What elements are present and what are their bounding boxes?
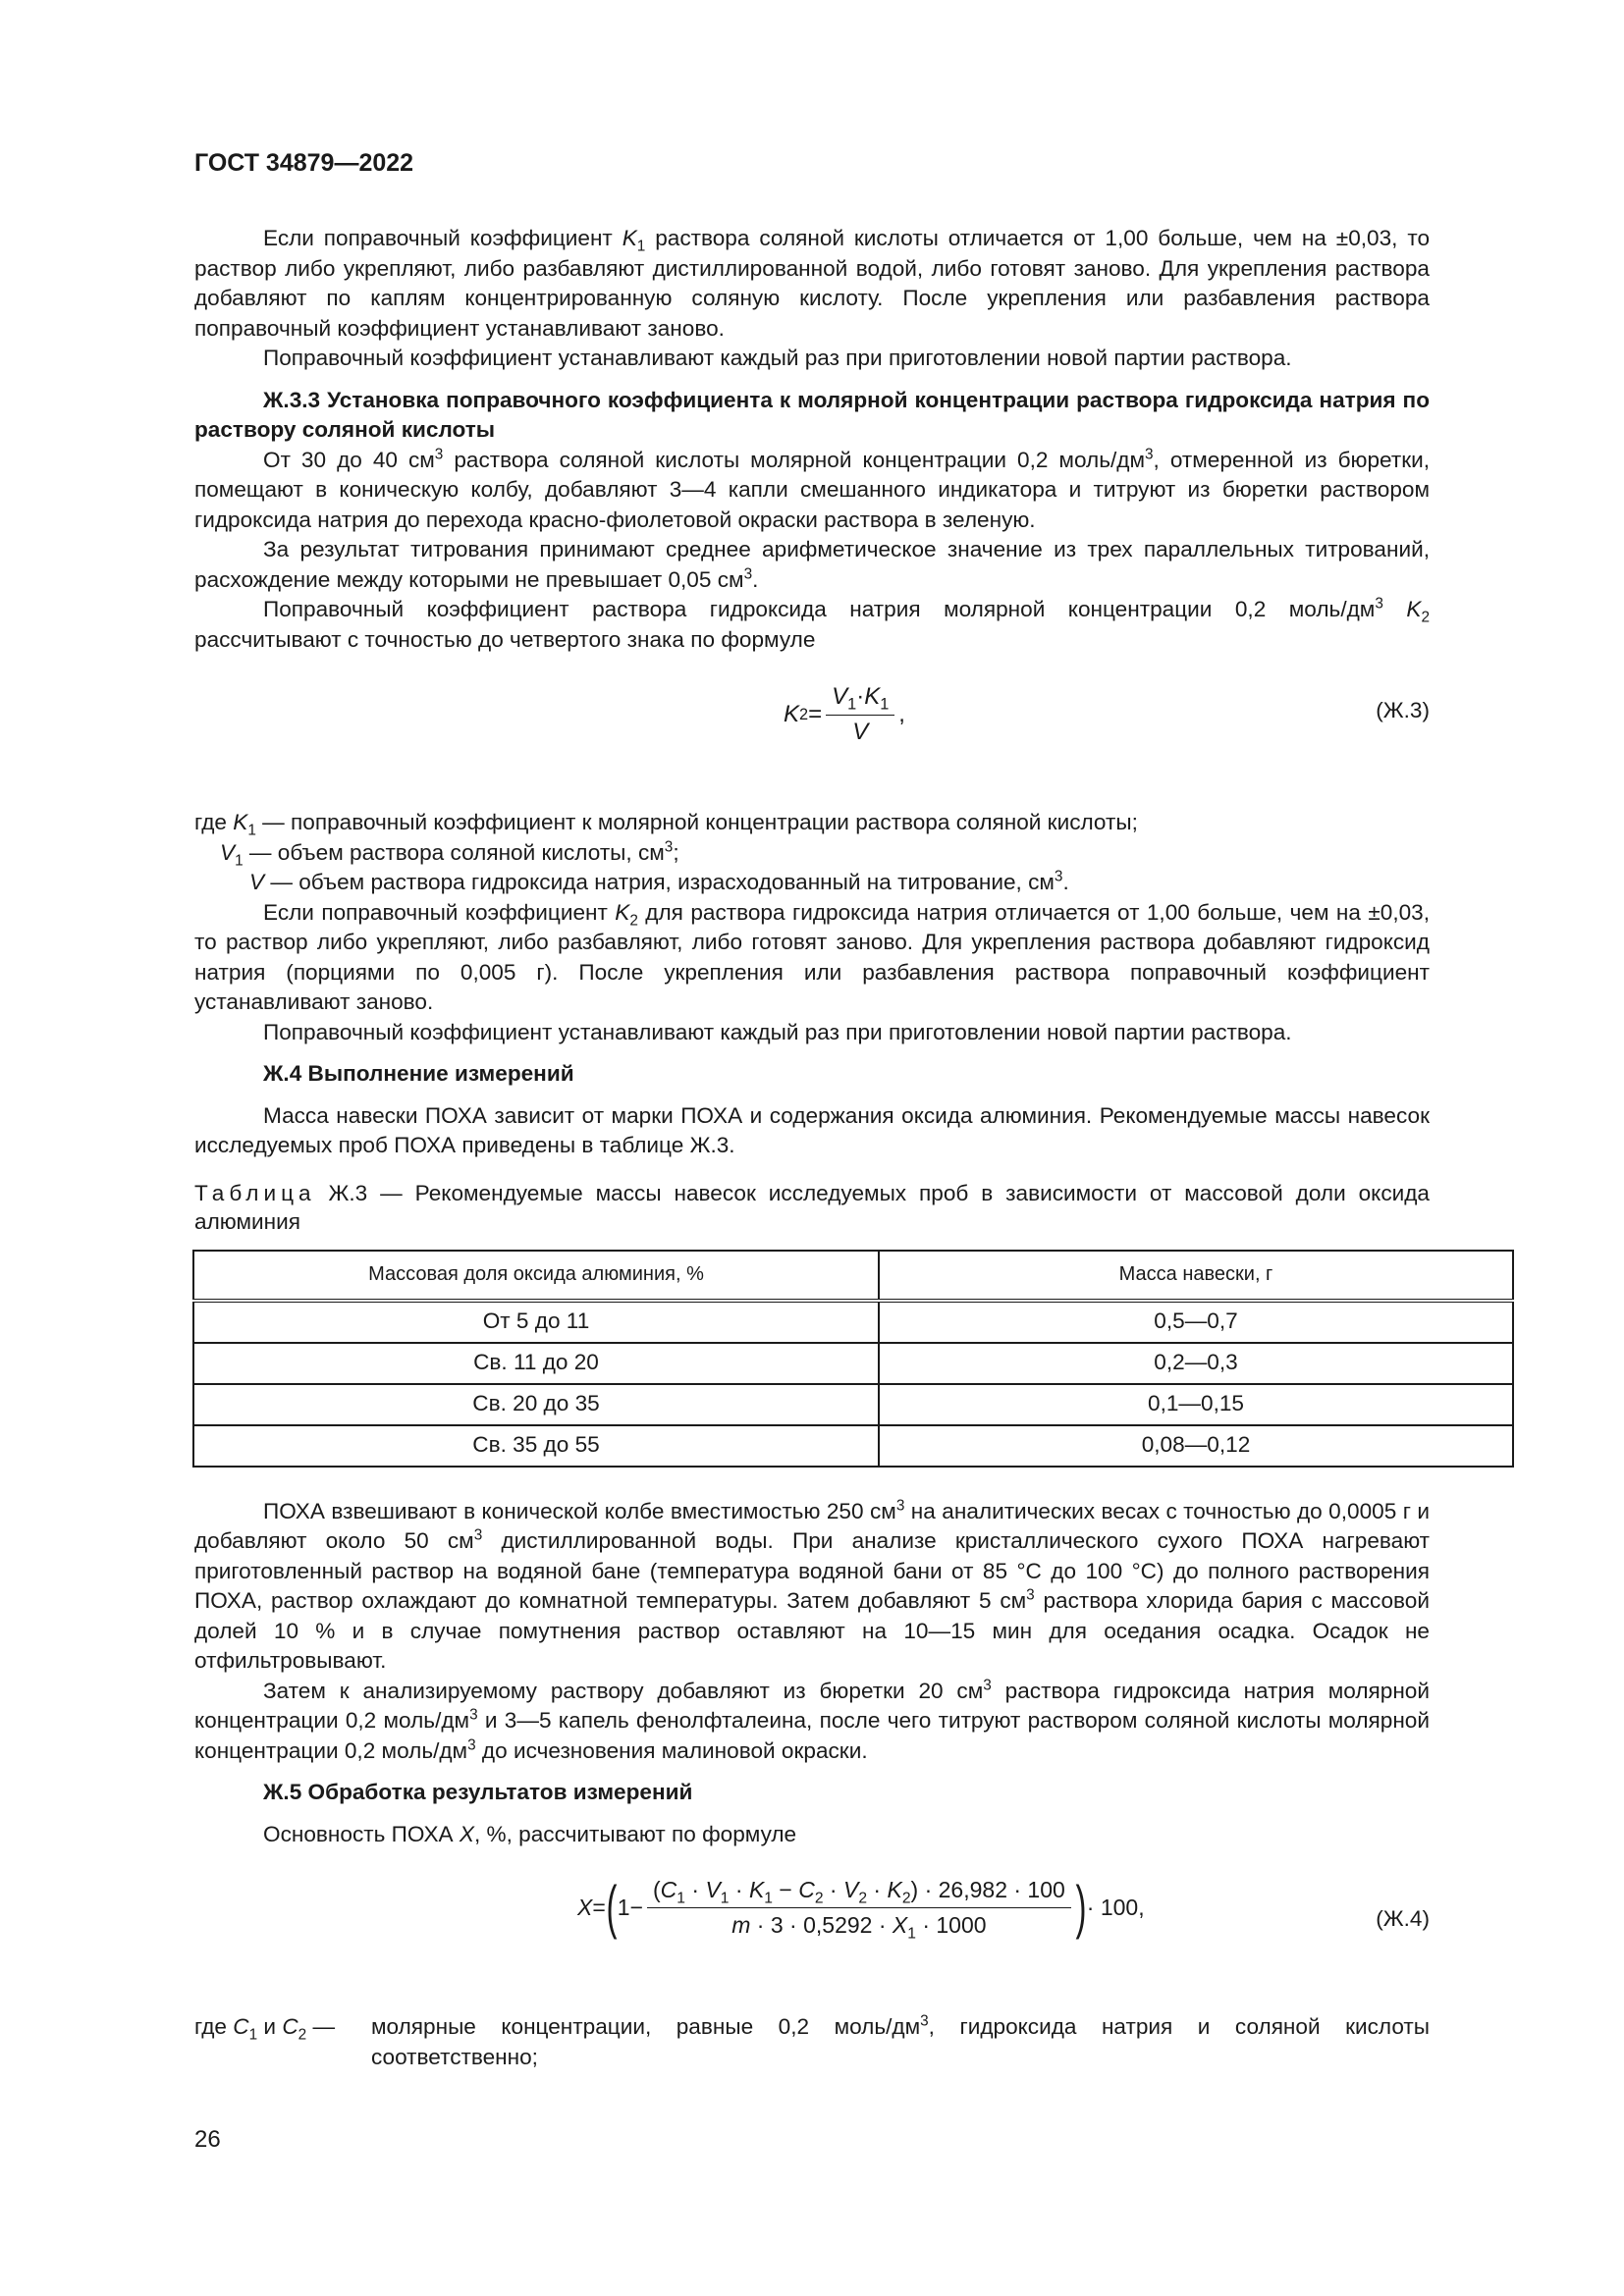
document-body: [194, 224, 1430, 2072]
table-cell-fraction: От 5 до 11: [193, 1301, 879, 1343]
table-cell-mass: 0,1—0,15: [879, 1384, 1513, 1425]
table-header-sample-mass: Масса навески, г: [879, 1251, 1513, 1301]
legend-v: V — объем раствора гидроксида натрия, израсходованный на титрование, $см^3$.: [249, 868, 1069, 894]
paragraph-titration-procedure: От 30 до 40 $см^3$ раствора соляной кислоты молярной концентрации 0,2 моль/$дм^3$, отмеренной из бюретки, помещают в коническую колбу, добавляют 3—4 капли смешанного индикатора и титруют из бюретки раствором гидроксида натрия до перехода красно-фиолетовой окраски раствора в зеленую.: [194, 446, 1431, 532]
formula-zh-3: [194, 674, 1430, 769]
table-row: [193, 1425, 1513, 1467]
formula-zh-4-open-paren: (: [606, 1874, 618, 1940]
table-header-row: [193, 1251, 1513, 1301]
formula-zh-3-number: (Ж.3): [1376, 698, 1430, 722]
table-caption: Таблица Ж.3 — Рекомендуемые массы навесок исследуемых проб в зависимости от массовой доли оксида алюминия: [194, 1180, 1430, 1234]
paragraph-batch-note-2: Поправочный коэффициент устанавливают каждый раз при приготовлении новой партии раствора.: [263, 1019, 1292, 1044]
section-heading-zh-5: Ж.5 Обработка результатов измерений: [263, 1780, 693, 1804]
formula-zh-4-fraction: $\frac{(C_1 \cdot V_1 \cdot K_1 - C_2 \cdot V_2 \cdot K_2) \cdot 26,982 \cdot 100}{m \cdot 3 \cdot 0,5292 \cdot X_1 \cdot 1000}$: [647, 1875, 1071, 1940]
table-row: [193, 1384, 1513, 1425]
formula-zh-4: [194, 1875, 1430, 1983]
table-row: [193, 1343, 1513, 1384]
paragraph-basicity-intro: Основность ПОХА X, %, рассчитывают по формуле: [263, 1821, 797, 1846]
formula-zh-3-legend: [194, 808, 1430, 898]
formula-zh-4-expression: X = ( 1 − $\frac{(C_1 \cdot V_1 \cdot K_1 - C_2 \cdot V_2 \cdot K_2) \cdot 26,982 \cdot 100}{m \cdot 3 \cdot 0,5292 \cdot X_1 \cdot 1000}$ ) · 100,: [577, 1874, 1145, 1942]
formula-zh-4-close-paren: ): [1075, 1874, 1087, 1940]
section-heading-zh-3-3: Ж.3.3 Установка поправочного коэффициента к молярной концентрации раствора гидроксида натрия по раствору соляной кислоты: [194, 387, 1430, 442]
formula-zh-4-number: (Ж.4): [1376, 1906, 1430, 1931]
document-code-header: ГОСТ 34879—2022: [194, 149, 414, 177]
paragraph-weighing: ПОХА взвешивают в конической колбе вместимостью 250 $см^3$ на аналитических весах с точностью до 0,0005 г и добавляют около 50 $см^3$ дистиллированной воды. При анализе кристаллического сухого ПОХА нагревают приготовленный раствор на водяной бане (температура водяной бани от 85 °С до 100 °С) до полного растворения ПОХА, раствор охлаждают до комнатной температуры. Затем добавляют 5 $см^3$ раствора хлорида бария с массовой долей 10 % и в случае помутнения раствор оставляют на 10—15 мин для оседания осадка. Осадок не отфильтровывают.: [194, 1497, 1430, 1673]
formula-zh-3-fraction: $\frac{V_1\cdot K_1}{V}$: [826, 682, 894, 747]
section-heading-zh-4: Ж.4 Выполнение измерений: [263, 1061, 574, 1086]
paragraph-back-titration: Затем к анализируемому раствору добавляют из бюретки 20 $см^3$ раствора гидроксида натрия молярной концентрации 0,2 моль/$дм^3$ и 3—5 капель фенолфталеина, после чего титруют раствором соляной кислоты молярной концентрации 0,2 моль/$дм^3$ до исчезновения малиновой окраски.: [194, 1677, 1430, 1763]
legend-c1-c2-text: молярные концентрации, равные 0,2 моль/$дм^3$, гидроксида натрия и соляной кислоты соответственно;: [371, 2012, 1430, 2069]
page-number: 26: [194, 2126, 221, 2153]
paragraph-batch-note: Поправочный коэффициент устанавливают каждый раз при приготовлении новой партии раствора.: [263, 346, 1292, 370]
table-row: [193, 1301, 1513, 1343]
sample-mass-table: [192, 1250, 1514, 1468]
formula-zh-3-expression: K 2 = $\frac{V_1\cdot K_1}{V}$ ,: [784, 682, 905, 747]
paragraph-correction-k1: Если поправочный коэффициент $K_1$ раствора соляной кислоты отличается от 1,00 больше, чем на ±0,03, то раствор либо укрепляют, либо разбавляют дистиллированной водой, либо готовят заново. Для укрепления раствора добавляют по каплям концентрированную соляную кислоту. После укрепления или разбавления раствора поправочный коэффициент устанавливают заново.: [194, 226, 1431, 341]
table-cell-mass: 0,5—0,7: [879, 1301, 1513, 1343]
paragraph-titration-result: За результат титрования принимают среднее арифметическое значение из трех параллельных титрований, расхождение между которыми не превышает 0,05 $см^3$.: [194, 537, 1430, 592]
table-cell-mass: 0,08—0,12: [879, 1425, 1513, 1467]
table-cell-fraction: Св. 35 до 55: [193, 1425, 879, 1467]
legend-c1-c2-symbol: где $C_1$ и $C_2$ —: [194, 2014, 336, 2044]
paragraph-k2-formula-intro: Поправочный коэффициент раствора гидроксида натрия молярной концентрации 0,2 моль/$дм^3$ $K_2$ рассчитывают с точностью до четвертого знака по формуле: [194, 595, 1430, 652]
table-cell-fraction: Св. 20 до 35: [193, 1384, 879, 1425]
table-cell-mass: 0,2—0,3: [879, 1343, 1513, 1384]
formula-zh-4-legend: [194, 2012, 1430, 2072]
table-cell-fraction: Св. 11 до 20: [193, 1343, 879, 1384]
paragraph-sample-mass: Масса навески ПОХА зависит от марки ПОХА и содержания оксида алюминия. Рекомендуемые массы навесок исследуемых проб ПОХА приведены в таблице Ж.3.: [194, 1102, 1430, 1157]
legend-k1: где $K_1$ — поправочный коэффициент к молярной концентрации раствора соляной кислоты;: [194, 810, 1138, 839]
paragraph-correction-k2: Если поправочный коэффициент $K_2$ для раствора гидроксида натрия отличается от 1,00 больше, чем на ±0,03, то раствор либо укрепляют, либо разбавляют, либо готовят заново. Для укрепления раствора добавляют гидроксид натрия (порциями по 0,005 г). После укрепления или разбавления раствора поправочный коэффициент устанавливают заново.: [194, 899, 1431, 1014]
legend-v1: $V_1$ — объем раствора соляной кислоты, $см^3$;: [220, 838, 679, 869]
table-header-alumina-fraction: Массовая доля оксида алюминия, %: [193, 1251, 879, 1301]
